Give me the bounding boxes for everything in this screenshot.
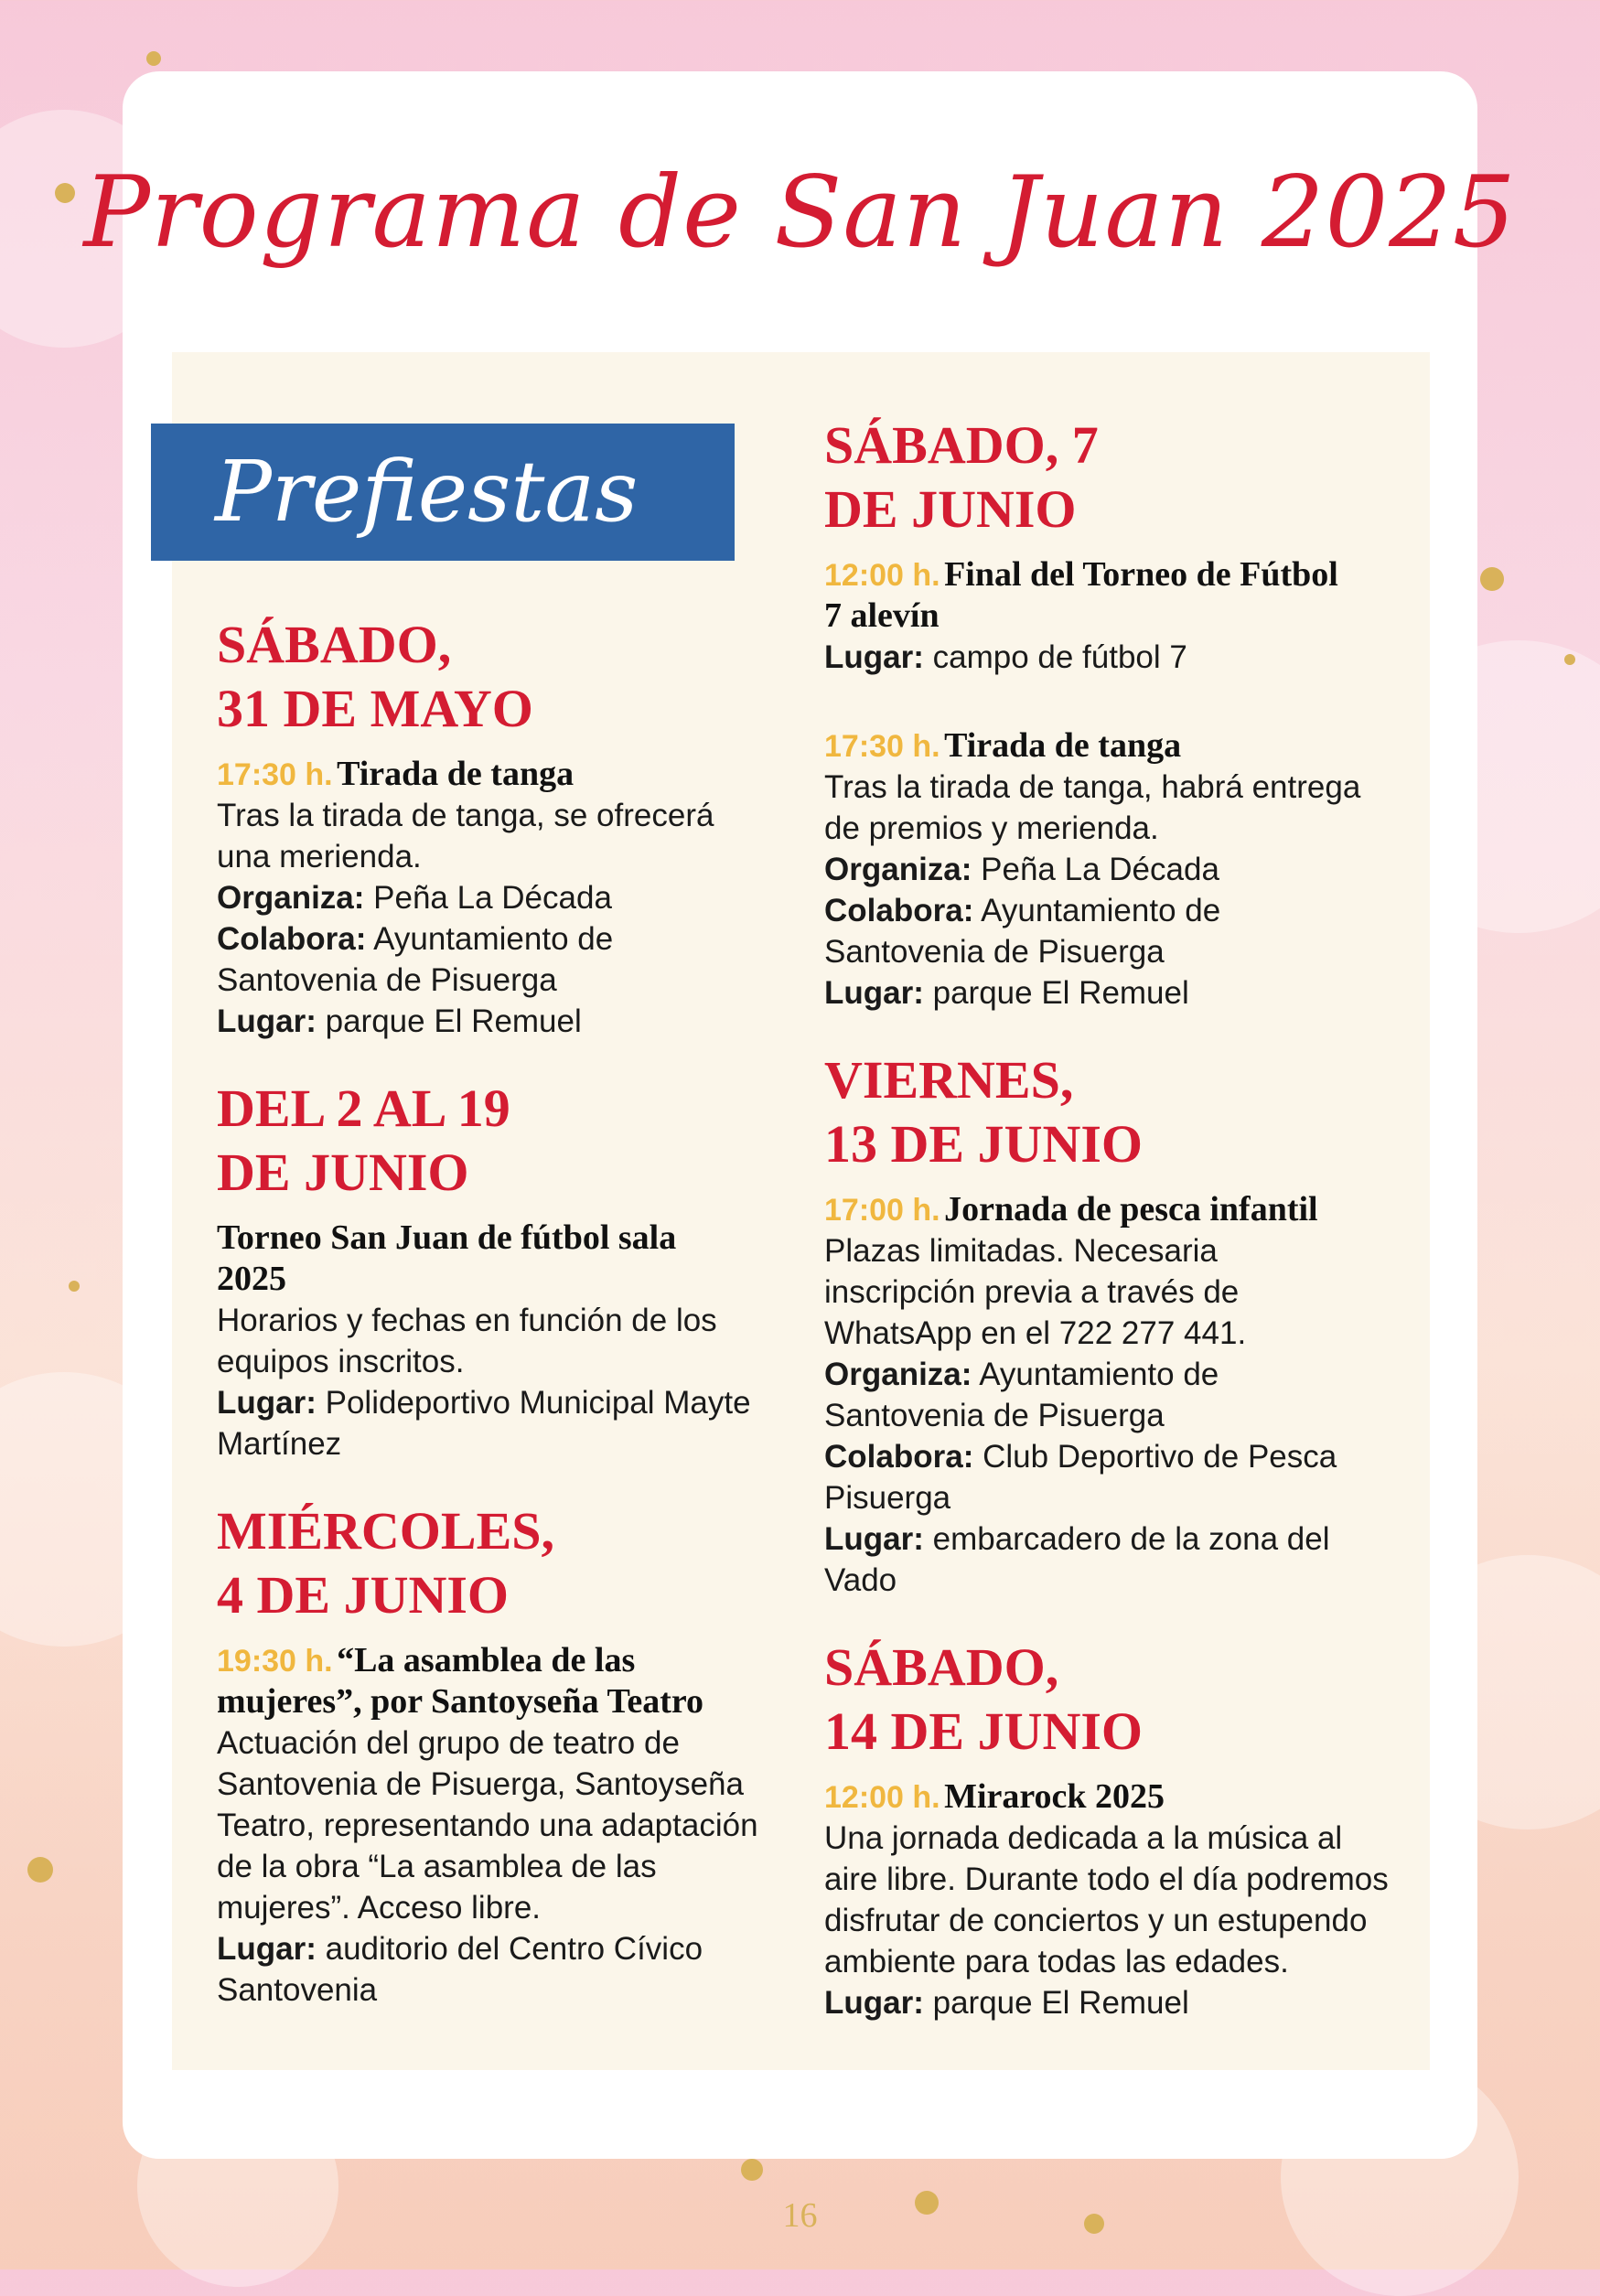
gold-dot	[146, 51, 161, 66]
day-heading: SÁBADO, 31 DE MAYO	[217, 615, 533, 738]
event-time: 12:00 h.	[824, 558, 940, 593]
event-time: 19:30 h.	[217, 1644, 333, 1679]
day-heading: SÁBADO, 14 DE JUNIO	[824, 1637, 1144, 1761]
gold-dot	[1564, 654, 1575, 665]
event-time: 17:30 h.	[824, 729, 940, 764]
gold-dot	[741, 2159, 763, 2181]
right-column	[824, 413, 1410, 2023]
page-number: 16	[782, 2196, 818, 2235]
gold-dot	[1480, 567, 1504, 591]
event-block: 17:30 h. Tirada de tanga Tras la tirada de tanga, habrá entrega de premios y merienda. Organiza: Peña La Década Colabora: Ayuntamiento de Santovenia de Pisuerga Lugar: parque El Remuel	[824, 726, 1361, 1011]
day-heading: SÁBADO, 7 DE JUNIO	[824, 415, 1099, 539]
event-block: 12:00 h. Final del Torneo de Fútbol 7 alevín Lugar: campo de fútbol 7	[824, 555, 1338, 675]
event-title: Tirada de tanga	[944, 726, 1182, 765]
event-title: Mirarock 2025	[944, 1777, 1165, 1816]
event-title: “La asamblea de las	[337, 1641, 636, 1679]
event-block: 12:00 h. Mirarock 2025 Una jornada dedicada a la música al aire libre. Durante todo el día podremos disfrutar de conciertos y un estupendo ambiente para todas las edades. Lugar: parque El Remuel	[824, 1777, 1389, 2021]
event-block: 17:00 h. Jornada de pesca infantil Plazas limitadas. Necesaria inscripción previa a través de WhatsApp en el 722 277 441. Organiza: Ayuntamiento de Santovenia de Pisuerga Colabora: Club Deportivo de Pesca Pisuerga Lugar: embarcadero de la zona del Vado	[824, 1190, 1337, 1598]
event-block: 17:30 h. Tirada de tanga Tras la tirada de tanga, se ofrecerá una merienda. Organiza: Peña La Década Colabora: Ayuntamiento de Santovenia de Pisuerga Lugar: parque El Remuel	[217, 755, 714, 1039]
event-title: Final del Torneo de Fútbol	[944, 555, 1338, 594]
event-time: 17:00 h.	[824, 1193, 940, 1228]
day-heading: DEL 2 AL 19 DE JUNIO	[217, 1078, 510, 1202]
day-heading: VIERNES, 13 DE JUNIO	[824, 1050, 1144, 1174]
left-column	[217, 613, 802, 2011]
day-heading: MIÉRCOLES, 4 DE JUNIO	[217, 1501, 555, 1625]
event-time: 12:00 h.	[824, 1780, 940, 1815]
event-block: Torneo San Juan de fútbol sala 2025 Horarios y fechas en función de los equipos inscritos. Lugar: Polideportivo Municipal Mayte Martínez	[217, 1218, 802, 1465]
event-title: Torneo San Juan de fútbol sala	[217, 1218, 677, 1257]
gold-dot	[27, 1857, 53, 1883]
event-block: 19:30 h. “La asamblea de las mujeres”, por Santoyseña Teatro Actuación del grupo de teatro de Santovenia de Pisuerga, Santoyseña Teatro, representando una adaptación de la obra “La asamblea de las mujeres”. Acceso libre. Lugar: auditorio del Centro Cívico Santovenia	[217, 1641, 758, 2008]
event-time: 17:30 h.	[217, 757, 333, 792]
gold-dot	[69, 1281, 80, 1292]
page-title: Programa de San Juan 2025	[83, 156, 1517, 270]
event-title: Jornada de pesca infantil	[944, 1190, 1318, 1228]
section-banner: Prefiestas	[151, 424, 735, 561]
event-title: Tirada de tanga	[337, 755, 574, 793]
